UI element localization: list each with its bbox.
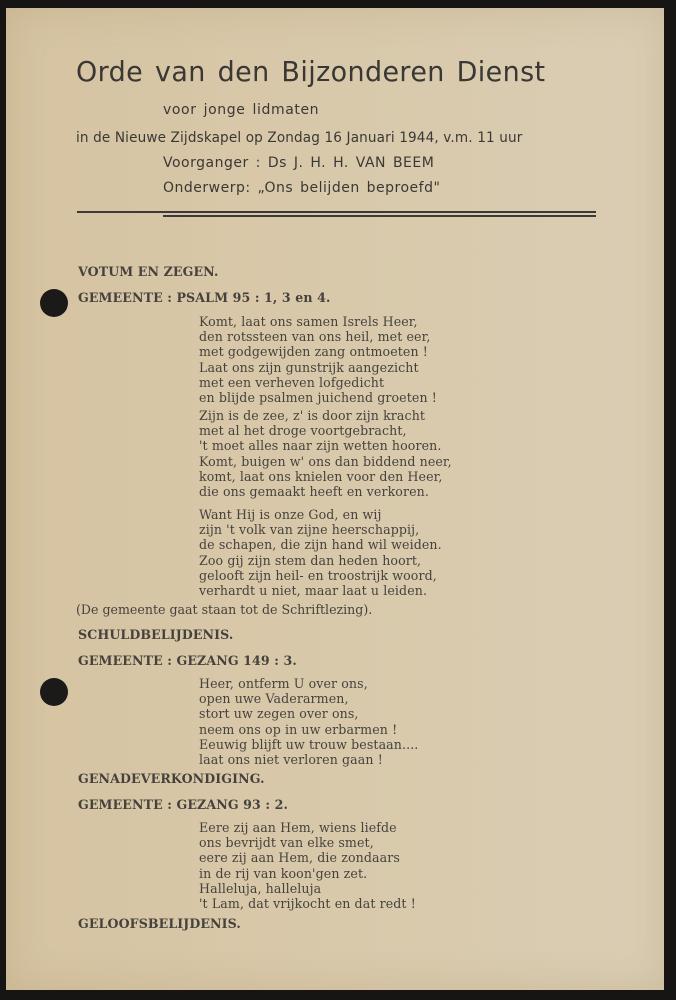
service-location-line: in de Nieuwe Zijdskapel op Zondag 16 Januari 1944, v.m. 11 uur: [76, 130, 523, 146]
verse-line: Halleluja, halleluja: [199, 880, 322, 896]
gezang-93-verse: [199, 820, 416, 911]
punch-hole-bottom: [40, 678, 68, 706]
verse-line: 't moet alles naar zijn wetten hooren.: [199, 438, 442, 454]
verse-line: in de rij van koon'gen zet.: [199, 865, 368, 881]
document-subtitle: voor jonge lidmaten: [163, 102, 320, 118]
verse-line: ons bevrijdt van elke smet,: [199, 835, 374, 851]
section-heading-gezang-93: GEMEENTE : GEZANG 93 : 2.: [78, 797, 288, 812]
verse-line: den rotssteen van ons heil, met eer,: [199, 329, 431, 345]
verse-line: open uwe Vaderarmen,: [199, 691, 349, 707]
verse-line: met godgewijden zang ontmoeten !: [199, 344, 428, 360]
verse-line: laat ons niet verloren gaan !: [199, 752, 383, 768]
verse-line: verhardt u niet, maar laat u leiden.: [199, 583, 428, 599]
section-heading-geloofsbelijdenis: GELOOFSBELIJDENIS.: [78, 916, 241, 931]
psalm-95-stanza-3: [199, 507, 442, 598]
verse-line: met al het droge voortgebracht,: [199, 423, 407, 439]
verse-line: met een verheven lofgedicht: [199, 374, 385, 390]
verse-line: Eere zij aan Hem, wiens liefde: [199, 820, 397, 835]
verse-line: stort uw zegen over ons,: [199, 706, 359, 722]
section-heading-votum: VOTUM EN ZEGEN.: [78, 264, 219, 279]
section-heading-schuldbelijdenis: SCHULDBELIJDENIS.: [78, 627, 234, 642]
verse-line: Eeuwig blijft uw trouw bestaan....: [199, 736, 419, 752]
verse-line: neem ons op in uw erbarmen !: [199, 721, 398, 737]
psalm-95-stanza-2: [199, 408, 452, 499]
service-subject: Onderwerp: „Ons belijden beproefd": [163, 180, 441, 196]
gezang-149-verse: [199, 676, 418, 767]
verse-line: zijn 't volk van zijne heerschappij,: [199, 522, 420, 538]
verse-line: en blijde psalmen juichend groeten !: [199, 390, 437, 406]
verse-line: die ons gemaakt heeft en verkoren.: [199, 484, 429, 500]
section-heading-genadeverkondiging: GENADEVERKONDIGING.: [78, 771, 265, 786]
punch-hole-top: [40, 289, 68, 317]
verse-line: Zijn is de zee, z' is door zijn kracht: [199, 408, 426, 423]
verse-line: Laat ons zijn gunstrijk aangezicht: [199, 359, 419, 375]
verse-line: de schapen, die zijn hand wil weiden.: [199, 537, 442, 553]
service-leader: Voorganger : Ds J. H. H. VAN BEEM: [163, 155, 435, 171]
header-divider-bottom: [163, 215, 596, 217]
document-title: Orde van den Bijzonderen Dienst: [76, 56, 546, 88]
verse-line: Komt, laat ons samen Isrels Heer,: [199, 314, 418, 329]
psalm-95-stanza-1: [199, 314, 437, 405]
verse-line: 't Lam, dat vrijkocht en dat redt !: [199, 896, 416, 912]
section-heading-psalm-95: GEMEENTE : PSALM 95 : 1, 3 en 4.: [78, 290, 331, 305]
standing-note: (De gemeente gaat staan tot de Schriftlezing).: [76, 602, 373, 617]
verse-line: eere zij aan Hem, die zondaars: [199, 850, 400, 866]
verse-line: gelooft zijn heil- en troostrijk woord,: [199, 567, 437, 583]
verse-line: Zoo gij zijn stem dan heden hoort,: [199, 552, 422, 568]
verse-line: Want Hij is onze God, en wij: [199, 507, 382, 522]
verse-line: Komt, buigen w' ons dan biddend neer,: [199, 453, 452, 469]
verse-line: Heer, ontferm U over ons,: [199, 676, 368, 691]
header-divider-top: [77, 211, 596, 213]
section-heading-gezang-149: GEMEENTE : GEZANG 149 : 3.: [78, 653, 297, 668]
verse-line: komt, laat ons knielen voor den Heer,: [199, 468, 443, 484]
